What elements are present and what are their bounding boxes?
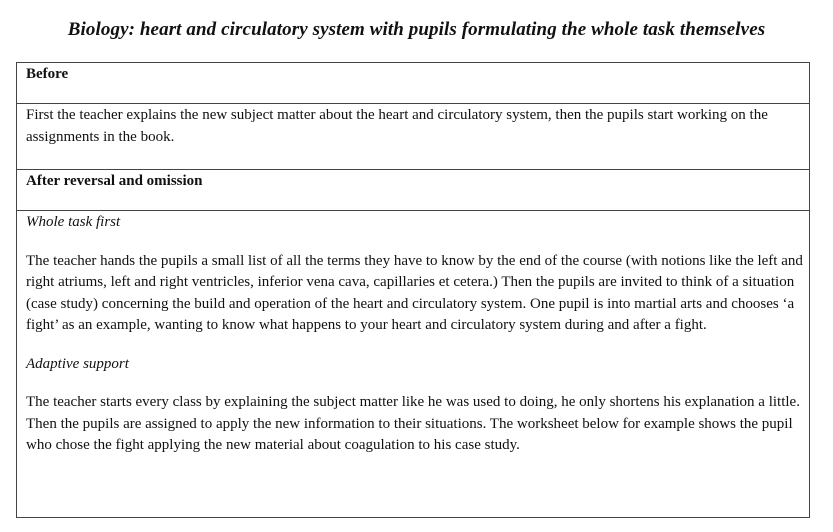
before-body-row: [17, 104, 810, 170]
adaptive-support-subheading: Adaptive support: [26, 355, 129, 372]
before-heading: Before: [17, 63, 810, 104]
document-title: Biology: heart and circulatory system with pupils formulating the whole task themselves: [67, 19, 766, 40]
adaptive-support-text: The teacher starts every class by explaining the subject matter like he was used to doing, he only shortens his explanation a little. Then the pupils are assigned to apply the new information to their situations. The worksheet below for example shows the pupil who chose the fight applying the new material about coagulation to his case study.: [26, 394, 800, 453]
before-text-cell: [17, 104, 810, 170]
after-body-cell: [17, 211, 810, 518]
whole-task-subheading: Whole task first: [26, 214, 121, 230]
before-text: First the teacher explains the new subject matter about the heart and circulatory system, then the pupils start working on the assignments in the book.: [26, 107, 768, 145]
before-heading-row: [17, 63, 810, 104]
whole-task-text: The teacher hands the pupils a small list of all the terms they have to know by the end of the course (with notions like the left and right atriums, left and right ventricles, inferior vena cava, capillaries et cetera.) Then the pupils are invited to think of a situation (case study) concerning the build and operation of the heart and circulatory system. One pupil is into martial arts and chooses ‘a fight’ as an example, wanting to know what happens to your heart and circulatory system during and after a fight.: [26, 252, 803, 333]
lesson-table: [16, 62, 810, 518]
after-heading: After reversal and omission: [17, 170, 810, 211]
after-body-row: [17, 211, 810, 518]
after-heading-row: [17, 170, 810, 211]
